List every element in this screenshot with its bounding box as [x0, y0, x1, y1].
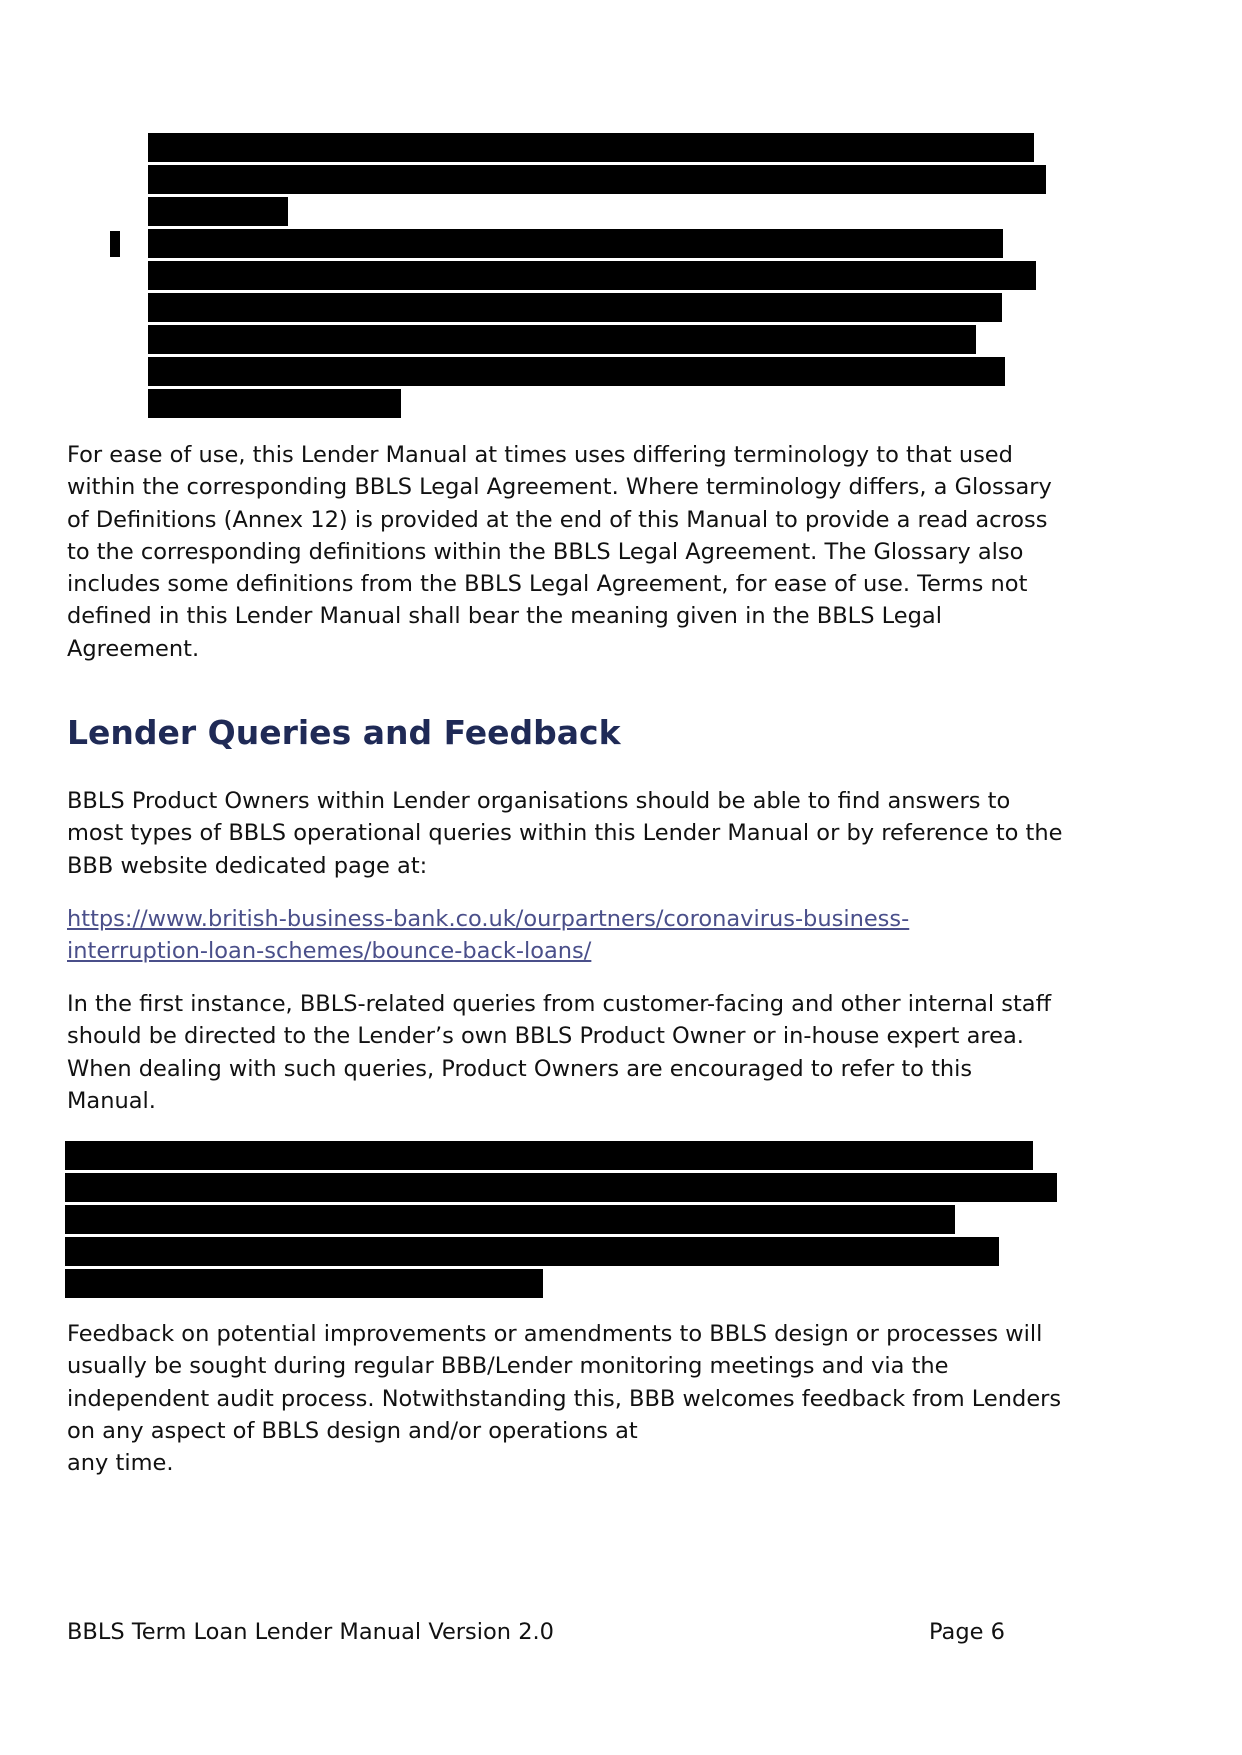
text-line: should be directed to the Lender’s own BBLS Product Owner or in-house expert area. [67, 1023, 1024, 1050]
redaction-bar [148, 229, 1003, 258]
text-line: on any aspect of BBLS design and/or operations at [67, 1417, 638, 1444]
text-line: Agreement. [67, 635, 200, 662]
redaction-bar [65, 1237, 999, 1266]
link-line[interactable]: https://www.british-business-bank.co.uk/ourpartners/coronavirus-business- [67, 906, 910, 932]
section-heading: Lender Queries and Feedback [67, 713, 621, 752]
redaction-bar [148, 133, 1034, 162]
queries-paragraph [67, 785, 1127, 882]
redaction-bar [148, 293, 1002, 322]
text-line: BBB website dedicated page at: [67, 852, 428, 879]
link-line[interactable]: interruption-loan-schemes/bounce-back-loans/ [67, 938, 592, 965]
redaction-bar [65, 1141, 1033, 1170]
first-instance-paragraph [67, 988, 1127, 1117]
redaction-bar [148, 197, 288, 226]
text-line: BBLS Product Owners within Lender organisations should be able to find answers to [67, 788, 1011, 814]
text-line: of Definitions (Annex 12) is provided at the end of this Manual to provide a read across [67, 506, 1048, 533]
redaction-bar [65, 1173, 1057, 1202]
page-number: Page 6 [929, 1619, 1005, 1645]
redaction-bar [148, 261, 1036, 290]
redaction-bar [65, 1205, 955, 1234]
redaction-bar [148, 325, 976, 354]
redaction-bar [148, 165, 1046, 194]
text-line: any time. [67, 1450, 174, 1477]
redaction-bar [65, 1269, 543, 1298]
redaction-bar [148, 357, 1005, 386]
intro-paragraph [67, 439, 1127, 665]
text-line: most types of BBLS operational queries within this Lender Manual or by reference to the [67, 820, 1063, 847]
text-line: Manual. [67, 1087, 156, 1114]
text-line: For ease of use, this Lender Manual at times uses differing terminology to that used [67, 442, 1013, 468]
text-line: usually be sought during regular BBB/Lender monitoring meetings and via the [67, 1353, 949, 1380]
text-line: When dealing with such queries, Product Owners are encouraged to refer to this [67, 1055, 973, 1082]
text-line: within the corresponding BBLS Legal Agreement. Where terminology differs, a Glossary [67, 474, 1052, 501]
redaction-bullet-mark [110, 231, 120, 257]
bbb-website-link[interactable] [67, 903, 909, 968]
text-line: Feedback on potential improvements or amendments to BBLS design or processes will [67, 1321, 1043, 1347]
text-line: defined in this Lender Manual shall bear the meaning given in the BBLS Legal [67, 603, 942, 630]
footer-title: BBLS Term Loan Lender Manual Version 2.0 [67, 1619, 554, 1645]
redaction-bar [148, 389, 401, 418]
text-line: to the corresponding definitions within the BBLS Legal Agreement. The Glossary also [67, 538, 1024, 565]
text-line: In the first instance, BBLS-related queries from customer-facing and other internal staff [67, 991, 1052, 1017]
text-line: independent audit process. Notwithstanding this, BBB welcomes feedback from Lenders [67, 1385, 1062, 1412]
text-line: includes some definitions from the BBLS Legal Agreement, for ease of use. Terms not [67, 571, 1028, 598]
feedback-paragraph [67, 1318, 1127, 1479]
